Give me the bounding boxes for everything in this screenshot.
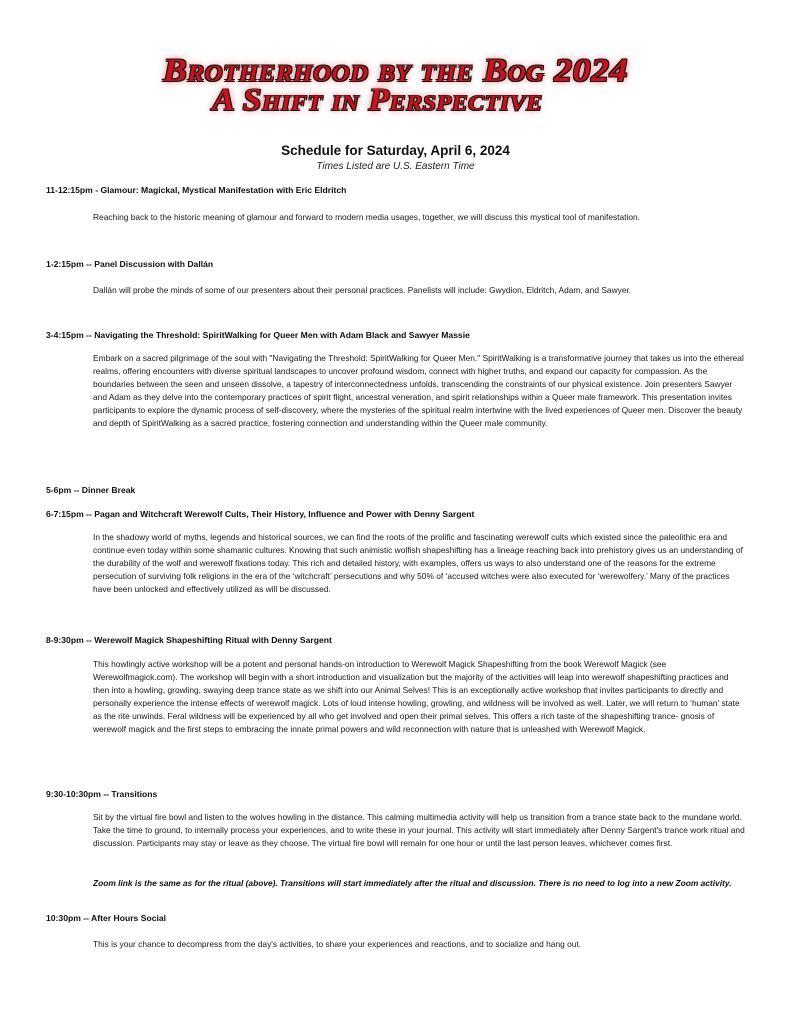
transitions-zoom-note: Zoom link is the same as for the ritual (above). Transitions will start immediately after the ritual and discussion. There is no need to log into a new Zoom activity. bbox=[93, 878, 732, 888]
session-title: 5-6pm -- Dinner Break bbox=[46, 485, 136, 495]
session-description: This howlingly active workshop will be a potent and personal hands-on introduction to Werewolf Magick Shapeshifting from the book Werewolf Magick (see Werewolfmagick.com). The workshop will begin with a short introduction and visualization but the majority of the activities will leap into werewolf shapeshifting practices and then into a howling, growling, swaying deep trance state as we shift into our Animal Selves! This is an exceptionally active workshop that invites participants to directly and personally experience the intense effects of werewolf magick. Lots of loud intense howling, growling, and wildness will be involved as well. Later, we will return to ‘human’ state as the rite unwinds. Feral wildness will be experienced by all who get involved and open their primal selves. This offers a rich taste of the shapeshifting trance- gnosis of werewolf magick and the first steps to embracing the innate primal powers and wild reconnection with nature that is unleashed with Werewolf Magick. bbox=[93, 659, 740, 734]
event-subtitle: A Shift in Perspective bbox=[212, 83, 543, 118]
session-title: 6-7:15pm -- Pagan and Witchcraft Werewolf Cults, Their History, Influence and Power with Denny Sargent bbox=[46, 509, 475, 519]
session-description: Embark on a sacred pilgrimage of the soul with "Navigating the Threshold: SpiritWalking for Queer Men." SpiritWalking is a transformative journey that takes us into the ethereal realms, offering encounters with diverse spiritual landscapes to uncover profound wisdom, connect with higher truths, and expand our capacity for compassion. As the boundaries between the seen and unseen dissolve, a tapestry of interconnectedness unfolds, transcending the constraints of our physical existence. Join presenters Sawyer and Adam as they delve into the contemporary practices of spirit flight, ancestral veneration, and spirit relationships within a Queer male framework. This presentation invites participants to explore the dynamic process of self-discovery, where the mysteries of the spiritual realm intertwine with the lived experiences of Queer men. Discover the beauty and depth of SpiritWalking as a sacred practice, fostering connection and understanding within the Queer male community. bbox=[93, 353, 744, 428]
event-title: Brotherhood by the Bog 2024 bbox=[162, 51, 629, 89]
schedule-timezone-note: Times Listed are U.S. Eastern Time bbox=[316, 161, 475, 172]
session-description: In the shadowy world of myths, legends and historical sources, we can find the roots of the prolific and fascinating werewolf cults which existed since the paleolithic era and continue even today within some shamanic cultures. Knowing that such animistic wolfish shapeshifting has a lineage reaching back into prehistory gives us an understanding of the durability of the wolf and werewolf fixations today. This rich and detailed history, with examples, offers us ways to also understand one of the reasons for the extreme persecution of surviving folk religions in the era of the ‘witchcraft’ persecutions and why 50% of ‘accused witches were also executed for ‘werewolfery.’ Many of the practices have been unlocked and effectively utilized as will be discussed. bbox=[93, 532, 743, 594]
event-banner bbox=[0, 52, 791, 118]
session-description: This is your chance to decompress from the day's activities, to share your experiences and reactions, and to socialize and hang out. bbox=[93, 939, 582, 949]
session-title: 10:30pm -- After Hours Social bbox=[46, 913, 167, 923]
session-title: 9:30-10:30pm -- Transitions bbox=[46, 789, 158, 799]
session-description: Sit by the virtual fire bowl and listen to the wolves howling in the distance. This calming multimedia activity will help us transition from a trance state back to the mundane world. Take the time to ground, to internally process your experiences, and to write these in your journal. This activity will start immediately after Denny Sargent's trance work ritual and discussion. Participants may stay or leave as they choose. The virtual fire bowl will remain for one hour or until the last person leaves, whichever comes first. bbox=[93, 812, 745, 848]
session-title: 3-4:15pm -- Navigating the Threshold: SpiritWalking for Queer Men with Adam Black and Sawyer Massie bbox=[46, 330, 470, 340]
schedule-heading: Schedule for Saturday, April 6, 2024 bbox=[281, 143, 510, 158]
session-description: Reaching back to the historic meaning of glamour and forward to modern media usages, together, we will discuss this mystical tool of manifestation. bbox=[93, 212, 640, 222]
session-description: Dallán will probe the minds of some of our presenters about their personal practices. Panelists will include: Gwydion, Eldritch, Adam, and Sawyer. bbox=[93, 285, 632, 295]
session-title: 1-2:15pm -- Panel Discussion with Dallán bbox=[46, 259, 214, 269]
session-title: 8-9:30pm -- Werewolf Magick Shapeshifting Ritual with Denny Sargent bbox=[46, 635, 332, 645]
session-title: 11-12:15pm - Glamour: Magickal, Mystical Manifestation with Eric Eldritch bbox=[46, 185, 347, 195]
schedule-header bbox=[0, 142, 791, 174]
